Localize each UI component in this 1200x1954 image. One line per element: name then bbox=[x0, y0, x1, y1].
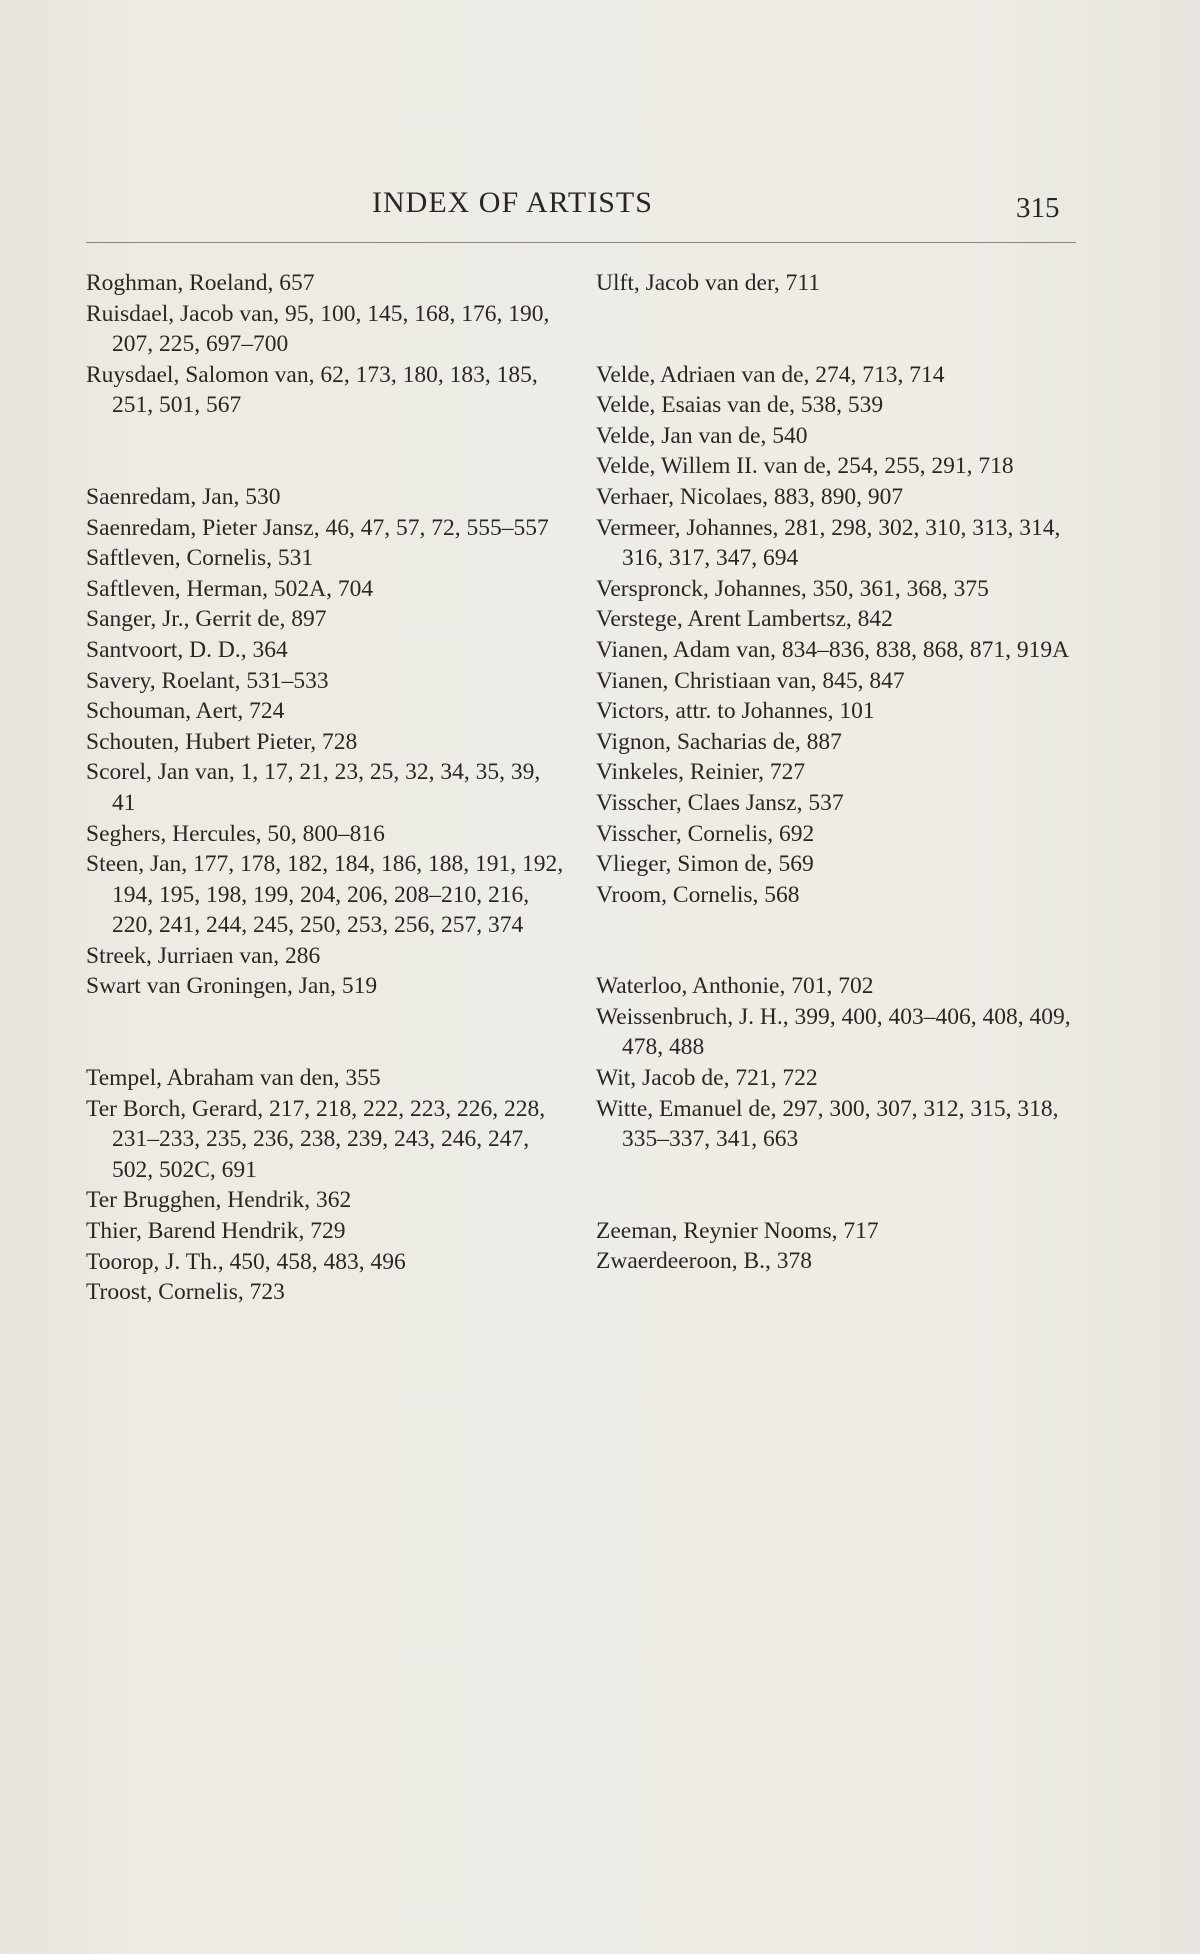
index-entry: Velde, Adriaen van de, 274, 713, 714 bbox=[596, 361, 945, 388]
index-entry: Waterloo, Anthonie, 701, 702 bbox=[596, 973, 874, 1000]
index-entry: Roghman, Roeland, 657 bbox=[86, 270, 315, 296]
index-entry: Saftleven, Cornelis, 531 bbox=[86, 545, 314, 572]
index-entry: Sanger, Jr., Gerrit de, 897 bbox=[86, 606, 327, 633]
letter-group-r bbox=[86, 268, 566, 421]
index-entry: Visscher, Cornelis, 692 bbox=[596, 820, 815, 847]
index-entry: Schouman, Aert, 724 bbox=[86, 698, 285, 725]
letter-group-gap bbox=[596, 1155, 1096, 1216]
index-entry: Troost, Cornelis, 723 bbox=[86, 1279, 285, 1306]
index-entry: Vroom, Cornelis, 568 bbox=[596, 881, 800, 908]
index-entry: Savery, Roelant, 531–533 bbox=[86, 667, 329, 694]
index-column-right bbox=[596, 268, 1096, 1277]
index-entry: Schouten, Hubert Pieter, 728 bbox=[86, 728, 358, 755]
index-entry: Verstege, Arent Lambertsz, 842 bbox=[596, 606, 893, 633]
index-entry: Toorop, J. Th., 450, 458, 483, 496 bbox=[86, 1248, 406, 1275]
index-entry: Ulft, Jacob van der, 711 bbox=[596, 270, 820, 296]
index-entry: Verspronck, Johannes, 350, 361, 368, 375 bbox=[596, 575, 989, 602]
index-entry: Velde, Jan van de, 540 bbox=[596, 422, 808, 449]
index-entry: Saftleven, Herman, 502A, 704 bbox=[86, 575, 374, 602]
letter-group-gap bbox=[86, 1002, 566, 1063]
letter-group-s bbox=[86, 482, 566, 1002]
index-entry: Vianen, Christiaan van, 845, 847 bbox=[596, 667, 905, 694]
index-entry: Verhaer, Nicolaes, 883, 890, 907 bbox=[596, 483, 904, 510]
index-entry: Saenredam, Pieter Jansz, 46, 47, 57, 72, 555–557 bbox=[86, 514, 549, 541]
index-entry: Vinkeles, Reinier, 727 bbox=[596, 759, 806, 786]
index-entry: Visscher, Claes Jansz, 537 bbox=[596, 789, 844, 816]
index-entry: Ter Brugghen, Hendrik, 362 bbox=[86, 1187, 352, 1214]
index-entry: Ruysdael, Salomon van, 62, 173, 180, 183, 185, 251, 501, 567 bbox=[86, 361, 538, 419]
index-entry: Scorel, Jan van, 1, 17, 21, 23, 25, 32, 34, 35, 39, 41 bbox=[86, 759, 541, 816]
index-entry: Ruisdael, Jacob van, 95, 100, 145, 168, 176, 190, 207, 225, 697–700 bbox=[86, 300, 550, 358]
index-entry: Steen, Jan, 177, 178, 182, 184, 186, 188, 191, 192, 194, 195, 198, 199, 204, 206, 208–210, 216, 220, 241, 244, 245, 250, 253, 256, 257, 374 bbox=[86, 851, 564, 939]
index-column-left bbox=[86, 268, 566, 1308]
index-entry: Thier, Barend Hendrik, 729 bbox=[86, 1218, 346, 1245]
letter-group-gap bbox=[596, 299, 1096, 360]
page-title: INDEX OF ARTISTS bbox=[372, 186, 653, 219]
letter-group-gap bbox=[86, 421, 566, 482]
index-entry: Weissenbruch, J. H., 399, 400, 403–406, 408, 409, 478, 488 bbox=[596, 1003, 1071, 1061]
index-entry: Vignon, Sacharias de, 887 bbox=[596, 728, 842, 755]
page-number: 315 bbox=[1016, 192, 1060, 224]
index-entry: Vermeer, Johannes, 281, 298, 302, 310, 313, 314, 316, 317, 347, 694 bbox=[596, 514, 1061, 572]
index-entry: Zeeman, Reynier Nooms, 717 bbox=[596, 1217, 879, 1244]
index-entry: Witte, Emanuel de, 297, 300, 307, 312, 315, 318, 335–337, 341, 663 bbox=[596, 1095, 1059, 1153]
index-entry: Velde, Esaias van de, 538, 539 bbox=[596, 392, 884, 419]
index-entry: Wit, Jacob de, 721, 722 bbox=[596, 1065, 818, 1092]
index-entry: Velde, Willem II. van de, 254, 255, 291, 718 bbox=[596, 453, 1014, 480]
letter-group-z bbox=[596, 1216, 1096, 1277]
letter-group-t bbox=[86, 1063, 566, 1308]
letter-group-gap bbox=[596, 910, 1096, 971]
letter-group-v bbox=[596, 360, 1096, 911]
index-entry: Saenredam, Jan, 530 bbox=[86, 483, 281, 510]
index-entry: Santvoort, D. D., 364 bbox=[86, 636, 288, 663]
index-entry: Seghers, Hercules, 50, 800–816 bbox=[86, 820, 385, 847]
index-entry: Streek, Jurriaen van, 286 bbox=[86, 942, 321, 969]
index-entry: Vlieger, Simon de, 569 bbox=[596, 851, 814, 878]
header-rule bbox=[86, 242, 1076, 243]
index-entry: Swart van Groningen, Jan, 519 bbox=[86, 973, 378, 1000]
letter-group-u bbox=[596, 268, 1096, 299]
index-entry: Vianen, Adam van, 834–836, 838, 868, 871, 919A bbox=[596, 636, 1070, 663]
letter-group-w bbox=[596, 971, 1096, 1155]
index-entry: Zwaerdeeroon, B., 378 bbox=[596, 1248, 812, 1275]
index-entry: Tempel, Abraham van den, 355 bbox=[86, 1065, 381, 1092]
index-entry: Ter Borch, Gerard, 217, 218, 222, 223, 226, 228, 231–233, 235, 236, 238, 239, 243, 246, 247, 502, 502C, 691 bbox=[86, 1095, 546, 1183]
index-entry: Victors, attr. to Johannes, 101 bbox=[596, 698, 875, 725]
